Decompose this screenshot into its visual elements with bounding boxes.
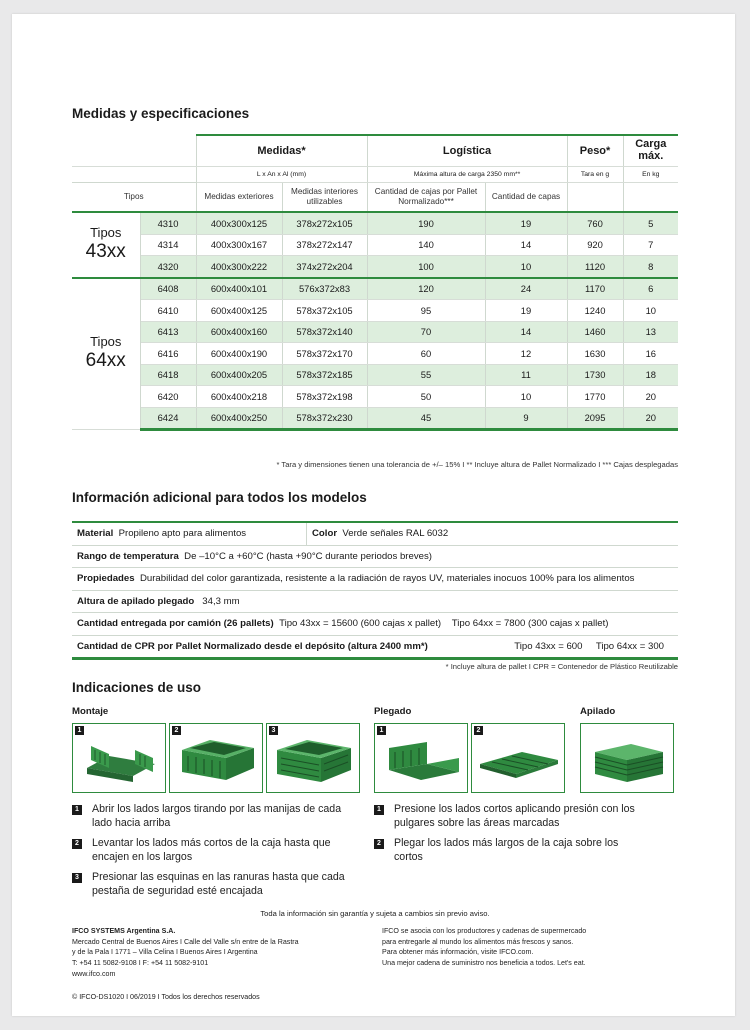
table-row <box>72 407 678 430</box>
col-medidas: Medidas* <box>196 135 367 167</box>
material-value: Propileno apto para alimentos <box>118 528 247 540</box>
peso-sub: Tara en g <box>567 167 623 183</box>
cell-ext: 400x300x167 <box>196 234 282 256</box>
cell-int: 576x372x83 <box>282 278 367 300</box>
group-label: Tipos <box>90 225 122 241</box>
cell-capas: 19 <box>485 300 567 322</box>
cell-capas: 19 <box>485 212 567 234</box>
cell-ext: 400x300x125 <box>196 212 282 234</box>
table-row <box>72 256 678 278</box>
camion-label: Cantidad entregada por camión (26 pallets) <box>77 618 274 630</box>
step-number: 2 <box>72 839 82 849</box>
cell-ext: 600x400x101 <box>196 278 282 300</box>
cell-peso: 1630 <box>567 343 623 365</box>
montaje-step-2-image <box>169 723 263 793</box>
col-carga: Carga máx. <box>623 135 678 167</box>
step-number: 1 <box>75 726 84 735</box>
color-label: Color <box>312 528 338 540</box>
cell-code: 6413 <box>140 321 196 343</box>
spec-note: * Tara y dimensiones tienen una tolerancia de +/– 15% I ** Incluye altura de Pallet Normalizado I *** Cajas desplegadas <box>276 460 678 469</box>
group-43xx-label <box>72 212 140 278</box>
company-name: IFCO SYSTEMS Argentina S.A. <box>72 927 176 935</box>
material-label: Material <box>77 528 114 540</box>
footer-company-block <box>72 926 372 979</box>
info-row-camion <box>72 613 678 636</box>
table-row <box>72 364 678 386</box>
info-note: * Incluye altura de pallet I CPR = Contenedor de Plástico Reutilizable <box>445 662 678 671</box>
montaje-step-1-image <box>72 723 166 793</box>
cell-int: 378x272x105 <box>282 212 367 234</box>
step-item <box>374 837 644 865</box>
cell-peso: 1170 <box>567 278 623 300</box>
cell-carga: 18 <box>623 364 678 386</box>
cell-code: 6416 <box>140 343 196 365</box>
cell-cajas: 95 <box>367 300 485 322</box>
cell-capas: 10 <box>485 386 567 408</box>
cell-peso: 1730 <box>567 364 623 386</box>
cell-int: 578x372x140 <box>282 321 367 343</box>
montaje-label: Montaje <box>72 706 109 717</box>
info-row-material <box>72 521 678 546</box>
step-item <box>72 837 352 865</box>
cell-peso: 2095 <box>567 407 623 430</box>
montaje-steps <box>72 803 352 905</box>
cell-int: 378x272x147 <box>282 234 367 256</box>
cell-capas: 10 <box>485 256 567 278</box>
temp-value: De –10°C a +60°C (hasta +90°C durante periodos breves) <box>184 550 432 562</box>
address-line-1: Mercado Central de Buenos Aires I Calle del Valle s/n entre de la Rastra <box>72 937 299 946</box>
table-row <box>72 278 678 300</box>
carga-sub: En kg <box>623 167 678 183</box>
cell-carga: 10 <box>623 300 678 322</box>
col-cajas: Cantidad de cajas por Pallet Normalizado*** <box>367 183 485 213</box>
color-value: Verde señales RAL 6032 <box>342 528 449 540</box>
montaje-step-3-image <box>266 723 360 793</box>
col-tipos: Tipos <box>72 183 196 213</box>
table-row <box>72 321 678 343</box>
uso-title: Indicaciones de uso <box>72 680 202 695</box>
plegado-step-2-image <box>471 723 565 793</box>
table-row <box>72 300 678 322</box>
cell-code: 4320 <box>140 256 196 278</box>
cpr-43: Tipo 43xx = 600 <box>514 640 583 652</box>
medidas-sub: L x An x Al (mm) <box>196 167 367 183</box>
footer-about-block <box>382 926 678 969</box>
table-row <box>72 386 678 408</box>
temp-label: Rango de temperatura <box>77 550 179 562</box>
step-text: Presionar las esquinas en las ranuras hasta que cada pestaña de seguridad esté encajada <box>92 870 345 897</box>
col-int: Medidas interiores utilizables <box>282 183 367 213</box>
cell-ext: 600x400x125 <box>196 300 282 322</box>
table-row <box>72 343 678 365</box>
apilado-image <box>580 723 674 793</box>
info-row-temp <box>72 546 678 569</box>
cell-peso: 1120 <box>567 256 623 278</box>
cell-cajas: 140 <box>367 234 485 256</box>
step-number: 2 <box>474 726 483 735</box>
cell-code: 4314 <box>140 234 196 256</box>
about-line-4: Una mejor cadena de suministro nos beneficia a todos. Let's eat. <box>382 958 586 967</box>
col-logistica: Logística <box>367 135 567 167</box>
info-title: Información adicional para todos los modelos <box>72 490 367 505</box>
col-capas: Cantidad de capas <box>485 183 567 213</box>
group-64xx-label <box>72 278 140 430</box>
document-page <box>12 14 735 1016</box>
step-number: 3 <box>269 726 278 735</box>
logistica-sub: Máxima altura de carga 2350 mm** <box>367 167 567 183</box>
about-line-2: para entregarle al mundo los alimentos más frescos y sanos. <box>382 937 574 946</box>
step-number: 2 <box>374 839 384 849</box>
address-line-2: y de la Pala I 1771 – Villa Celina I Buenos Aires I Argentina <box>72 948 258 957</box>
document-code: © IFCO-DS1020 I 06/2019 I Todos los derechos reservados <box>72 993 260 1001</box>
step-number: 1 <box>377 726 386 735</box>
cell-carga: 5 <box>623 212 678 234</box>
cell-capas: 11 <box>485 364 567 386</box>
cpr-64: Tipo 64xx = 300 <box>595 640 664 652</box>
cell-code: 6420 <box>140 386 196 408</box>
info-row-cpr <box>72 636 678 661</box>
table-row <box>72 212 678 234</box>
prop-value: Durabilidad del color garantizada, resistente a la radiación de rayos UV, materiales inocuos 100% para los alimentos <box>139 573 635 585</box>
plegado-label: Plegado <box>374 706 412 717</box>
prop-label: Propiedades <box>77 573 135 585</box>
cell-capas: 24 <box>485 278 567 300</box>
cell-int: 578x372x105 <box>282 300 367 322</box>
cell-code: 4310 <box>140 212 196 234</box>
about-line-1: IFCO se asocia con los productores y cadenas de supermercado <box>382 927 587 935</box>
cell-int: 578x372x230 <box>282 407 367 430</box>
info-row-altura <box>72 591 678 614</box>
cell-cajas: 100 <box>367 256 485 278</box>
cell-carga: 8 <box>623 256 678 278</box>
apilado-label: Apilado <box>580 706 616 717</box>
step-item <box>72 803 352 831</box>
spec-title: Medidas y especificaciones <box>72 106 250 121</box>
table-row <box>72 234 678 256</box>
cell-ext: 600x400x218 <box>196 386 282 408</box>
info-row-prop <box>72 568 678 591</box>
cell-carga: 6 <box>623 278 678 300</box>
cell-capas: 14 <box>485 321 567 343</box>
cell-cajas: 70 <box>367 321 485 343</box>
cell-ext: 600x400x205 <box>196 364 282 386</box>
altura-value: 34,3 mm <box>202 595 240 607</box>
step-text: Presione los lados cortos aplicando presión con los pulgares sobre las áreas marcadas <box>394 803 635 829</box>
step-number: 2 <box>172 726 181 735</box>
cell-cajas: 55 <box>367 364 485 386</box>
cell-code: 6408 <box>140 278 196 300</box>
cell-cajas: 50 <box>367 386 485 408</box>
cell-ext: 600x400x160 <box>196 321 282 343</box>
step-number: 1 <box>72 805 82 815</box>
cell-int: 578x372x170 <box>282 343 367 365</box>
cell-int: 374x272x204 <box>282 256 367 278</box>
cell-cajas: 120 <box>367 278 485 300</box>
cell-peso: 760 <box>567 212 623 234</box>
cell-int: 578x372x198 <box>282 386 367 408</box>
spec-table <box>72 134 678 431</box>
col-peso: Peso* <box>567 135 623 167</box>
cell-ext: 600x400x250 <box>196 407 282 430</box>
website: www.ifco.com <box>72 969 116 978</box>
about-line-3: Para obtener más información, visite IFCO.com. <box>382 948 534 957</box>
cell-ext: 400x300x222 <box>196 256 282 278</box>
cell-peso: 1460 <box>567 321 623 343</box>
cell-int: 578x372x185 <box>282 364 367 386</box>
cell-code: 6410 <box>140 300 196 322</box>
cell-code: 6424 <box>140 407 196 430</box>
cell-peso: 920 <box>567 234 623 256</box>
spec-body <box>72 212 678 430</box>
cell-carga: 20 <box>623 386 678 408</box>
cell-cajas: 60 <box>367 343 485 365</box>
cell-carga: 13 <box>623 321 678 343</box>
plegado-step-1-image <box>374 723 468 793</box>
cell-peso: 1770 <box>567 386 623 408</box>
cell-carga: 20 <box>623 407 678 430</box>
step-item <box>72 871 352 899</box>
cell-cajas: 190 <box>367 212 485 234</box>
cell-capas: 9 <box>485 407 567 430</box>
disclaimer: Toda la información sin garantía y sujeta a cambios sin previo aviso. <box>260 909 490 918</box>
step-item <box>374 803 644 831</box>
group-label: Tipos <box>90 334 122 350</box>
phone-line: T: +54 11 5082-9108 I F: +54 11 5082-9101 <box>72 958 209 967</box>
cell-capas: 12 <box>485 343 567 365</box>
info-table <box>72 521 678 660</box>
camion-43: Tipo 43xx = 15600 (600 cajas x pallet) <box>279 618 442 630</box>
plegado-steps <box>374 803 644 871</box>
cell-ext: 600x400x190 <box>196 343 282 365</box>
cell-peso: 1240 <box>567 300 623 322</box>
group-type: 43xx <box>85 241 126 263</box>
step-text: Abrir los lados largos tirando por las manijas de cada lado hacia arriba <box>92 803 342 829</box>
camion-64: Tipo 64xx = 7800 (300 cajas x pallet) <box>451 618 609 630</box>
step-number: 3 <box>72 873 82 883</box>
cell-cajas: 45 <box>367 407 485 430</box>
step-text: Plegar los lados más largos de la caja sobre los cortos <box>394 836 619 863</box>
cell-carga: 7 <box>623 234 678 256</box>
col-ext: Medidas exteriores <box>196 183 282 213</box>
cpr-label: Cantidad de CPR por Pallet Normalizado desde el depósito (altura 2400 mm*) <box>77 640 428 652</box>
altura-label: Altura de apilado plegado <box>77 595 195 607</box>
cell-capas: 14 <box>485 234 567 256</box>
step-text: Levantar los lados más cortos de la caja hasta que encajen en los largos <box>92 836 331 863</box>
group-type: 64xx <box>85 350 126 372</box>
cell-carga: 16 <box>623 343 678 365</box>
step-number: 1 <box>374 805 384 815</box>
cell-code: 6418 <box>140 364 196 386</box>
